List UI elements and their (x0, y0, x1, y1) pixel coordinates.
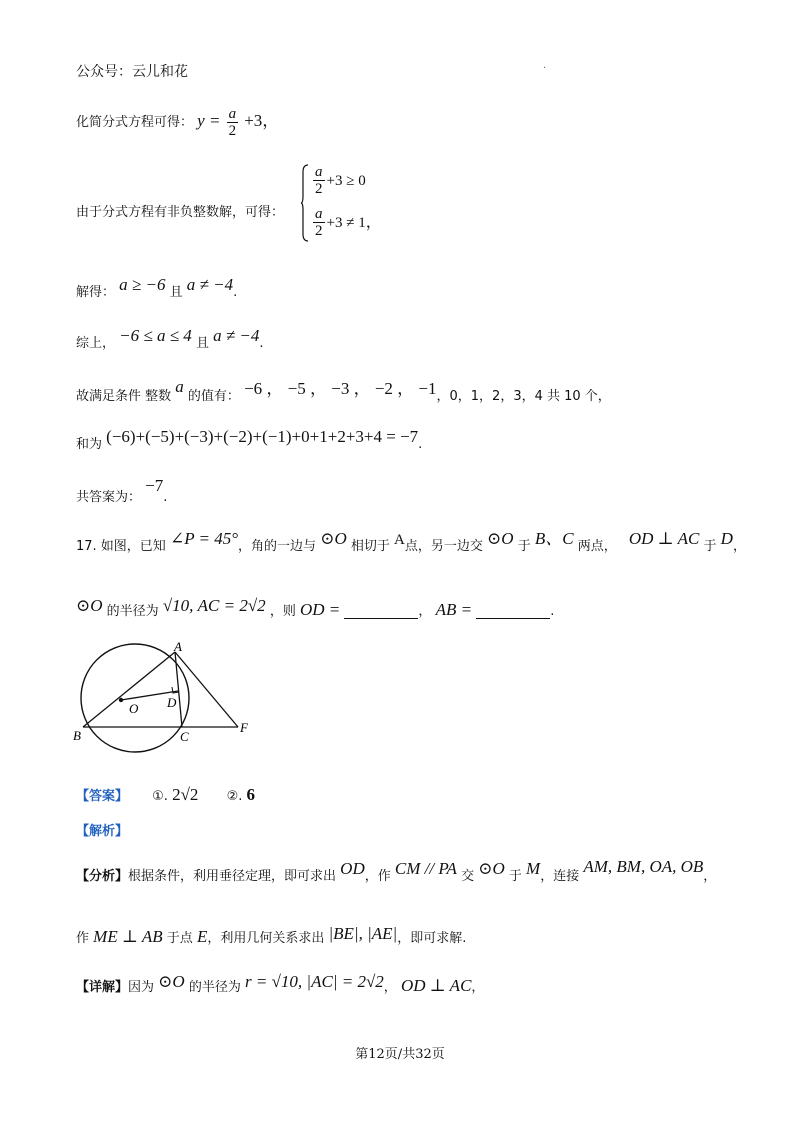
system-row-2: $\frac{a}{2}$ +3 ≠ 1， (315, 206, 382, 239)
line-condition (76, 204, 284, 222)
analysis-tag: 【解析】 (76, 824, 129, 839)
math-expr: −6 ， −5 ， −3 ， −2 ， −1 (244, 379, 437, 398)
math-expr: AB = (435, 600, 473, 619)
math-expr: ⊙O (487, 529, 514, 548)
math-expr: +3 ≥ 0 (326, 173, 366, 189)
label-b: B (73, 728, 81, 743)
math-expr: ME ⊥ AB (93, 927, 163, 946)
math-expr: ⊙O (158, 972, 185, 991)
label-d: D (167, 695, 177, 710)
math-expr: +3， (244, 111, 280, 130)
math-expr: OD ⊥ AC (400, 976, 472, 995)
math-expr: B、C (534, 529, 574, 548)
answer-blank-1[interactable] (344, 604, 418, 619)
math-expr: +3 ≠ 1 (326, 215, 366, 231)
math-expr: OD = (299, 600, 341, 619)
answer-tag: 【答案】 (76, 789, 129, 804)
math-expr: ⊙O (478, 859, 505, 878)
fenxi-tag: 【分析】 (76, 869, 129, 884)
fraction: $\frac{a}{2}$ (228, 106, 237, 139)
math-expr: √10, AC = 2√2 (162, 596, 266, 615)
line-simplify (76, 106, 279, 139)
math-expr: ∠P = 45° (169, 529, 239, 548)
math-expr: r = √10, |AC| = 2√2 (245, 972, 384, 991)
label-f: F (240, 720, 248, 735)
line-text: 化简分式方程可得： (76, 115, 194, 130)
detail-line: 【详解】因为 ⊙O 的半径为 r = √10, |AC| = 2√2， OD ⊥ AC， (76, 972, 485, 995)
label-c: C (180, 729, 189, 744)
fraction: $\frac{a}{2}$ (315, 164, 323, 197)
math-expr: −6 ≤ a ≤ 4 (119, 326, 192, 345)
math-var: a (175, 377, 184, 396)
geometry-figure (70, 640, 270, 755)
header-account: 公众号：云儿和花 (76, 64, 188, 80)
analysis-line-1: 【分析】根据条件，利用垂径定理，即可求出 OD，作 CM // PA 交 ⊙O 于 M，连接 AM, BM, OA, OB， (76, 857, 717, 884)
line-sum: 和为 (−6)+(−5)+(−3)+(−2)+(−1)+0+1+2+3+4 = −7. (76, 427, 423, 452)
analysis-line-2: 作 ME ⊥ AB 于点 E，利用几何关系求出 |BE|, |AE|，即可求解. (76, 924, 467, 946)
math-expr: −7 (145, 476, 164, 495)
line-solve: 解得： a ≥ −6 且 a ≠ −4. (76, 275, 238, 300)
math-expr: (−6)+(−5)+(−3)+(−2)+(−1)+0+1+2+3+4 = −7 (106, 427, 419, 446)
xiangjie-tag: 【详解】 (76, 980, 129, 995)
answer-blank-2[interactable] (476, 604, 550, 619)
center-dot (119, 698, 123, 702)
answer-1: 2√2 (172, 785, 199, 804)
answer-2: 6 (246, 785, 256, 804)
problem-statement: 17. 如图，已知 ∠P = 45°，角的一边与 ⊙O 相切于 A点，另一边交 ⊙O 于 B、C 两点， OD ⊥ AC 于 D， (76, 529, 746, 554)
math-var: E (196, 927, 208, 946)
page-number: 第12页/共32页 (355, 1047, 445, 1062)
segment-ac (175, 652, 182, 727)
brace-icon (301, 164, 309, 242)
answer-line: 【答案】 ①. 2√2 ②. 6 (76, 785, 256, 804)
fraction: $\frac{a}{2}$ (315, 206, 323, 239)
label-o: O (129, 701, 139, 716)
system-row-1 (311, 164, 366, 197)
math-expr: a ≠ −4 (186, 275, 234, 294)
math-expr: a ≥ −6 (119, 275, 166, 294)
math-expr: |BE|, |AE| (328, 924, 398, 943)
math-expr: AM, BM, OA, OB (583, 857, 704, 876)
math-expr: y = (197, 111, 221, 130)
line-values: 故满足条件 整数 a 的值有： −6 ， −5 ， −3 ， −2 ， −1，0，1，2，3，4 共 10 个， (76, 377, 611, 404)
line-text: 由于分式方程有非负整数解，可得： (76, 205, 285, 220)
header-dot: . (543, 60, 547, 71)
inequality-system (301, 164, 391, 244)
math-var: D (720, 529, 733, 548)
problem-statement-2: ⊙O 的半径为 √10, AC = 2√2 ，则 OD = ， AB = . (76, 596, 555, 619)
segment-af (175, 652, 238, 727)
line-answer: 共答案为： −7. (76, 476, 168, 505)
math-expr: CM // PA (394, 859, 457, 878)
math-expr: ⊙O (320, 529, 347, 548)
math-expr: ⊙O (76, 596, 103, 615)
math-var: M (526, 859, 541, 878)
line-summary: 综上， −6 ≤ a ≤ 4 且 a ≠ −4. (76, 326, 264, 351)
math-expr: a ≠ −4 (213, 326, 260, 345)
math-expr: OD ⊥ AC (628, 529, 700, 548)
label-a: A (174, 640, 182, 654)
math-var: A (394, 532, 405, 548)
math-expr: OD (340, 859, 365, 878)
